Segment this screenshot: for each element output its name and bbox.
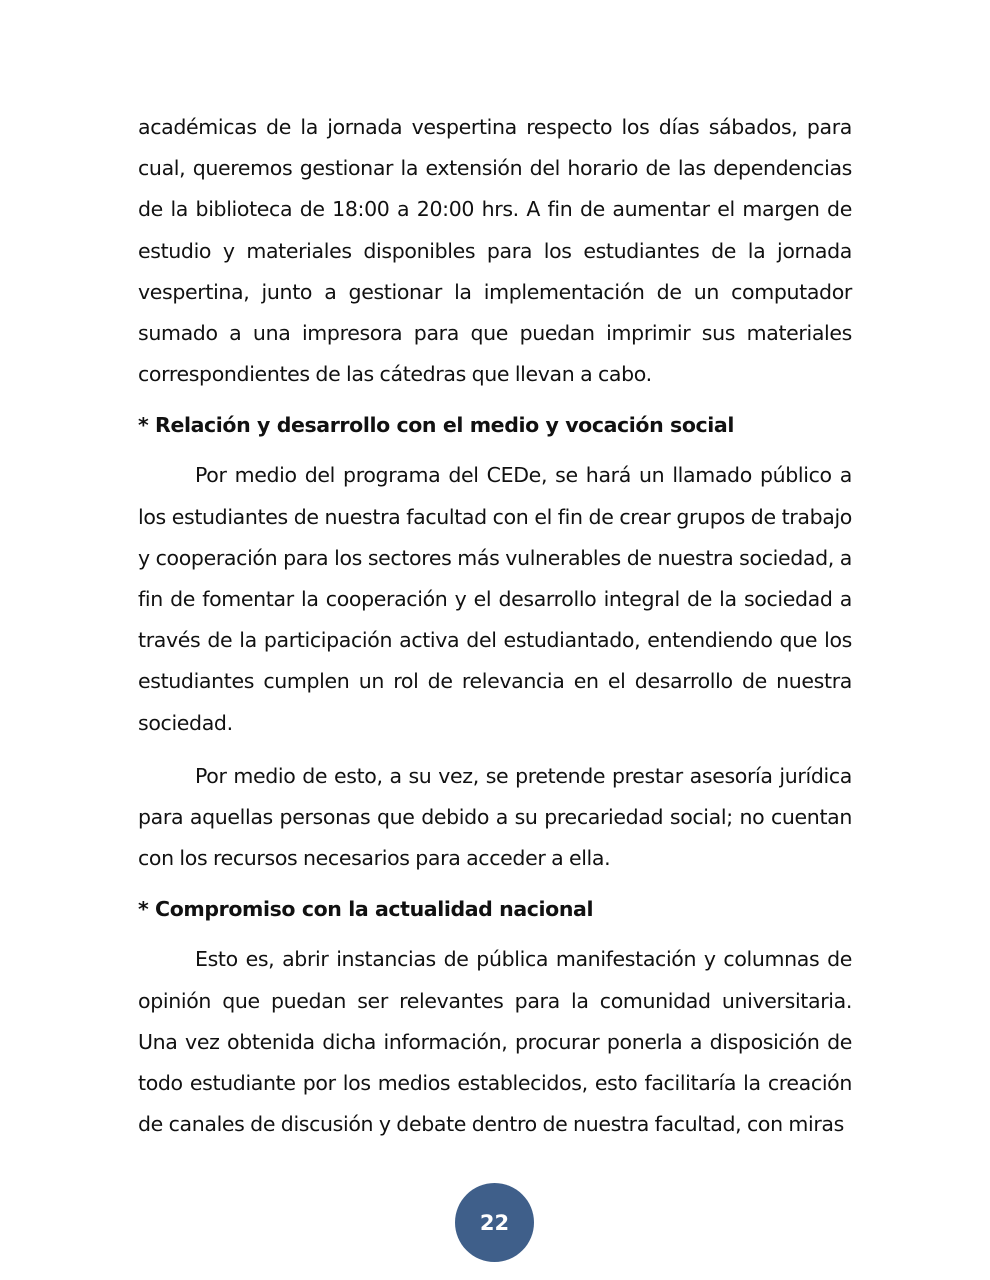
section-heading-actualidad-nacional: * Compromiso con la actualidad nacional (138, 897, 594, 922)
page-number-badge: 22 (455, 1183, 534, 1262)
paragraph-asesoria: Por medio de esto, a su vez, se pretende prestar asesoría jurídica para aquellas personas que debido a su precariedad social; no cuentan con los recursos necesarios para acceder a ella. (138, 763, 852, 871)
paragraph-instancias: Esto es, abrir instancias de pública manifestación y columnas de opinión que puedan ser relevantes para la comunidad universitaria. Una vez obtenida dicha información, procurar ponerla a disposición de todo estudiante por los medios establecidos, esto facilitaría la creación de canales de discusión y debate dentro de nuestra facultad, con miras (138, 947, 852, 1137)
paragraph-cede: Por medio del programa del CEDe, se hará un llamado público a los estudiantes de nuestra facultad con el fin de crear grupos de trabajo y cooperación para los sectores más vulnerables de nuestra sociedad, a fin de fomentar la cooperación y el desarrollo integral de la sociedad a través de la participación activa del estudiantado, entendiendo que los estudiantes cumplen un rol de relevancia en el desarrollo de nuestra sociedad. (138, 463, 852, 735)
paragraph-biblioteca: académicas de la jornada vespertina respecto los días sábados, para cual, queremos gestionar la extensión del horario de las dependencias de la biblioteca de 18:00 a 20:00 hrs. A fin de aumentar el margen de estudio y materiales disponibles para los estudiantes de la jornada vespertina, junto a gestionar la implementación de un computador sumado a una impresora para que puedan imprimir sus materiales correspondientes de las cátedras que llevan a cabo. (138, 115, 852, 387)
document-body (138, 107, 852, 1157)
section-heading-relacion-medio: * Relación y desarrollo con el medio y vocación social (138, 413, 734, 438)
